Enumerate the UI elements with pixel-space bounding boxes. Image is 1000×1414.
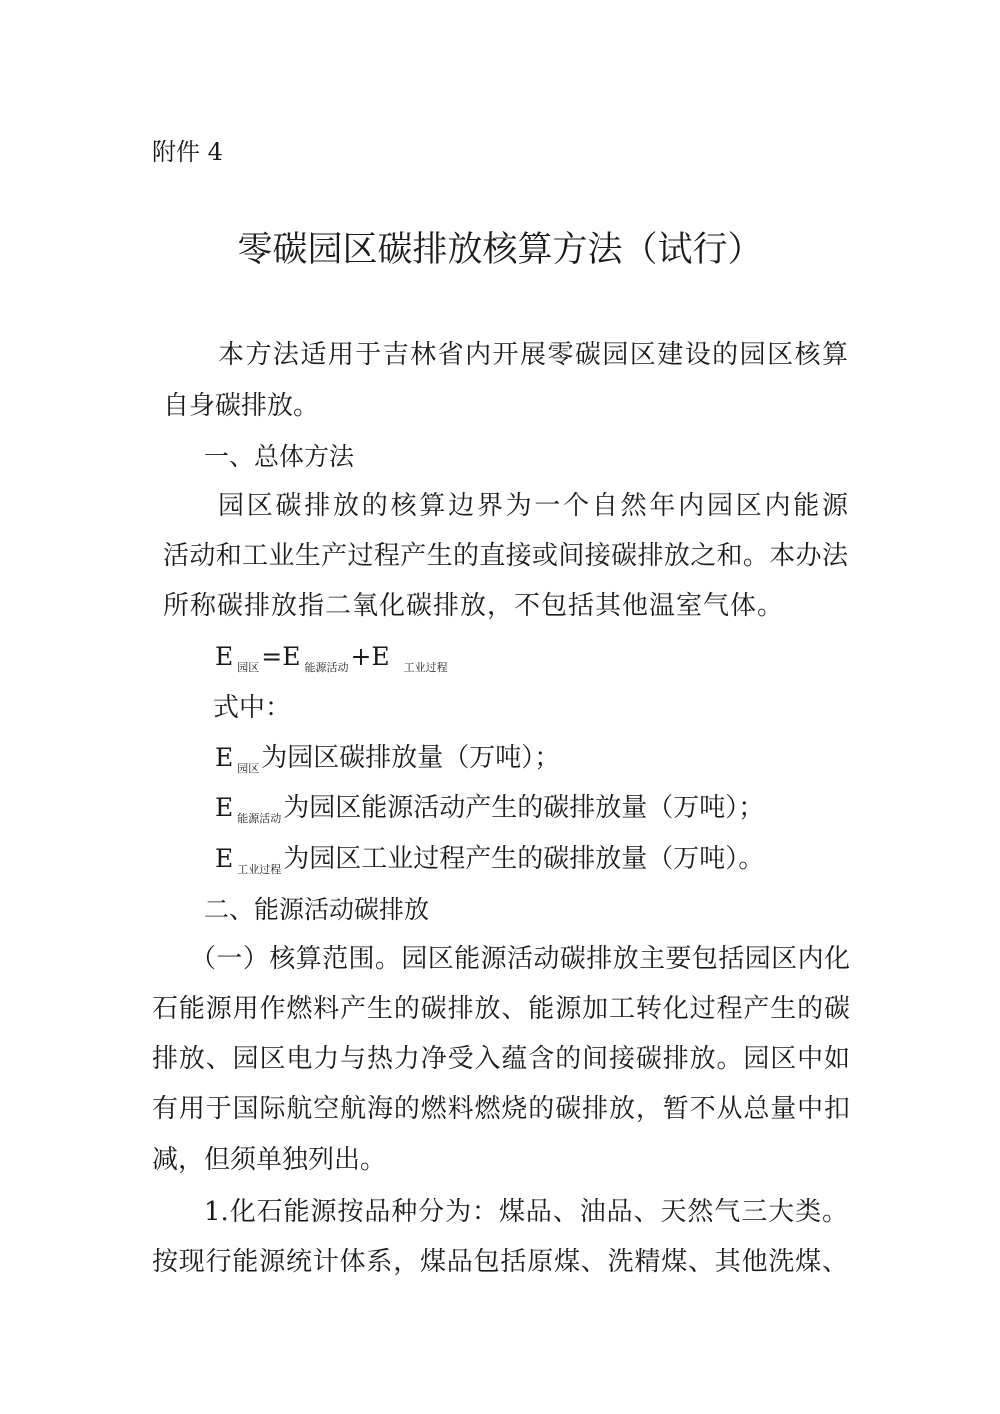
section-1-line-3: 所称碳排放指二氧化碳排放，不包括其他温室气体。 (163, 591, 785, 621)
section-1-line-2: 活动和工业生产过程产生的直接或间接碳排放之和。本办法 (163, 541, 848, 571)
intro-line-1: 本方法适用于吉林省内开展零碳园区建设的园区核算 (218, 340, 848, 370)
section-1-line-1: 园区碳排放的核算边界为一个自然年内园区内能源 (218, 491, 848, 521)
subscript-industry: 工业过程 (403, 661, 448, 674)
definition-3 (215, 844, 764, 885)
section-2-line-5: 减，但须单独列出。 (152, 1145, 387, 1175)
where-label: 式中： (213, 693, 292, 723)
document-title: 零碳园区碳排放核算方法（试行） (237, 230, 763, 270)
formula-e-park: E (215, 642, 234, 671)
section-1-heading: 一、总体方法 (204, 442, 355, 471)
def-2-e: E (215, 793, 234, 822)
section-2-line-1: （一）核算范围。园区能源活动碳排放主要包括园区内化 (190, 944, 850, 974)
section-2-line-6: 1.化石能源按品种分为：煤品、油品、天然气三大类。 (204, 1197, 848, 1227)
subscript-park: 园区 (237, 661, 260, 674)
subscript-energy: 能源活动 (304, 661, 349, 674)
definition-1 (215, 743, 560, 784)
formula-equals-e: =E (261, 642, 301, 671)
section-2-line-2: 石能源用作燃料产生的碳排放、能源加工转化过程产生的碳 (152, 994, 850, 1024)
section-2-line-7: 按现行能源统计体系，煤品包括原煤、洗精煤、其他洗煤、 (152, 1247, 848, 1277)
attachment-label: 附件 4 (152, 138, 223, 166)
def-1-text: 为园区碳排放量（万吨）； (261, 743, 561, 773)
section-2-line-3: 排放、园区电力与热力净受入蕴含的间接碳排放。园区中如 (152, 1044, 850, 1074)
section-2-line-4: 有用于国际航空航海的燃料燃烧的碳排放，暂不从总量中扣 (152, 1094, 850, 1124)
def-1-subscript: 园区 (237, 762, 260, 775)
def-3-subscript: 工业过程 (237, 863, 282, 876)
def-2-subscript: 能源活动 (237, 812, 282, 825)
formula-plus-e: +E (350, 642, 390, 671)
def-1-e: E (215, 743, 234, 772)
intro-line-2: 自身碳排放。 (163, 391, 320, 421)
section-2-heading: 二、能源活动碳排放 (204, 895, 430, 924)
formula (215, 642, 450, 683)
def-2-text: 为园区能源活动产生的碳排放量（万吨）； (283, 793, 765, 823)
def-3-text: 为园区工业过程产生的碳排放量（万吨）。 (283, 844, 765, 874)
def-3-e: E (215, 844, 234, 873)
definition-2 (215, 793, 764, 834)
